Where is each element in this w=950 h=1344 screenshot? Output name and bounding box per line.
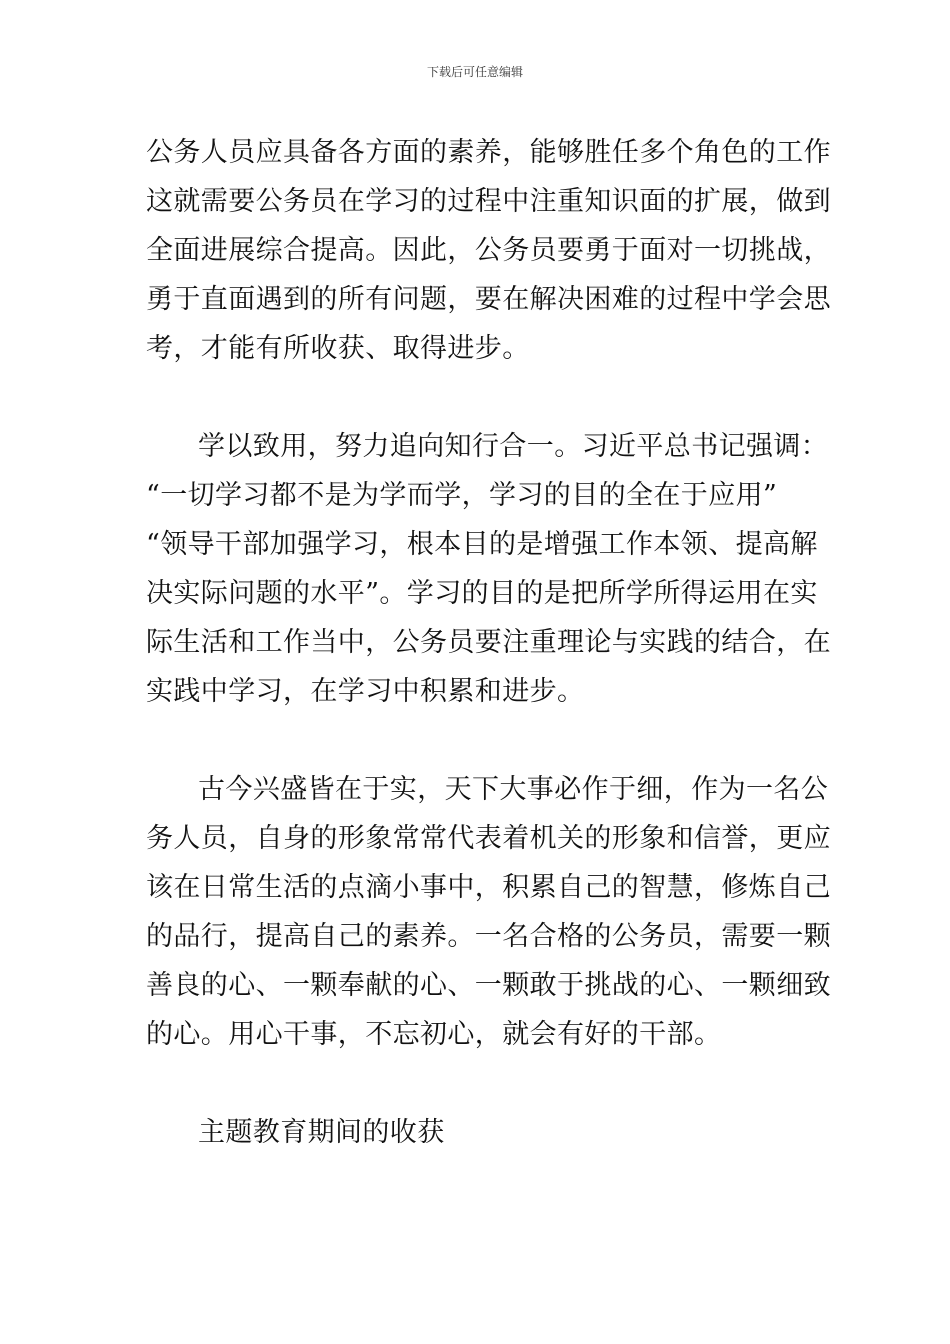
- paragraph-line: 古今兴盛皆在于实，天下大事必作于细，作为一名公: [198, 774, 829, 805]
- paragraph-line: 该在日常生活的点滴小事中，积累自己的智慧，修炼自己: [146, 872, 831, 903]
- section-heading: [146, 1108, 816, 1157]
- paragraph-spacer: [146, 373, 816, 422]
- paragraph-line: 决实际问题的水平”。学习的目的是把所学所得运用在实: [146, 578, 818, 609]
- paragraph-line: 善良的心、一颗奉献的心、一颗敢于挑战的心、一颗细致: [146, 970, 831, 1001]
- paragraph-line: 全面进展综合提高。因此，公务员要勇于面对一切挑战，: [146, 235, 831, 266]
- paragraph-3: [146, 765, 831, 1059]
- paragraph-line: “领导干部加强学习，根本目的是增强工作本领、提高解: [146, 529, 818, 560]
- paragraph-line: 勇于直面遇到的所有问题，要在解决困难的过程中学会思: [146, 284, 831, 315]
- paragraph-line: 的心。用心干事，不忘初心，就会有好的干部。: [146, 1019, 722, 1050]
- paragraph-line: 际生活和工作当中，公务员要注重理论与实践的结合，在: [146, 627, 831, 658]
- paragraph-line: 务人员，自身的形象常常代表着机关的形象和信誉，更应: [146, 823, 831, 854]
- paragraph-spacer: [146, 1059, 816, 1108]
- paragraph-line: 考，才能有所收获、取得进步。: [146, 333, 530, 364]
- paragraph-spacer: [146, 716, 816, 765]
- paragraph-line: 的品行，提高自己的素养。一名合格的公务员，需要一颗: [146, 921, 831, 952]
- paragraph-1: [146, 128, 831, 373]
- paragraph-line: “一切学习都不是为学而学，学习的目的全在于应用”: [146, 480, 778, 511]
- page-header: 下载后可任意编辑: [426, 65, 523, 79]
- document-body: [146, 128, 831, 1157]
- paragraph-line: 这就需要公务员在学习的过程中注重知识面的扩展，做到: [146, 186, 831, 217]
- paragraph-line: 学以致用，努力追向知行合一。习近平总书记强调：: [198, 431, 829, 462]
- paragraph-line: 公务人员应具备各方面的素养，能够胜任多个角色的工作: [146, 137, 831, 168]
- paragraph-line: 实践中学习，在学习中积累和进步。: [146, 676, 585, 707]
- heading-line: 主题教育期间的收获: [198, 1117, 445, 1148]
- paragraph-2: [146, 422, 831, 716]
